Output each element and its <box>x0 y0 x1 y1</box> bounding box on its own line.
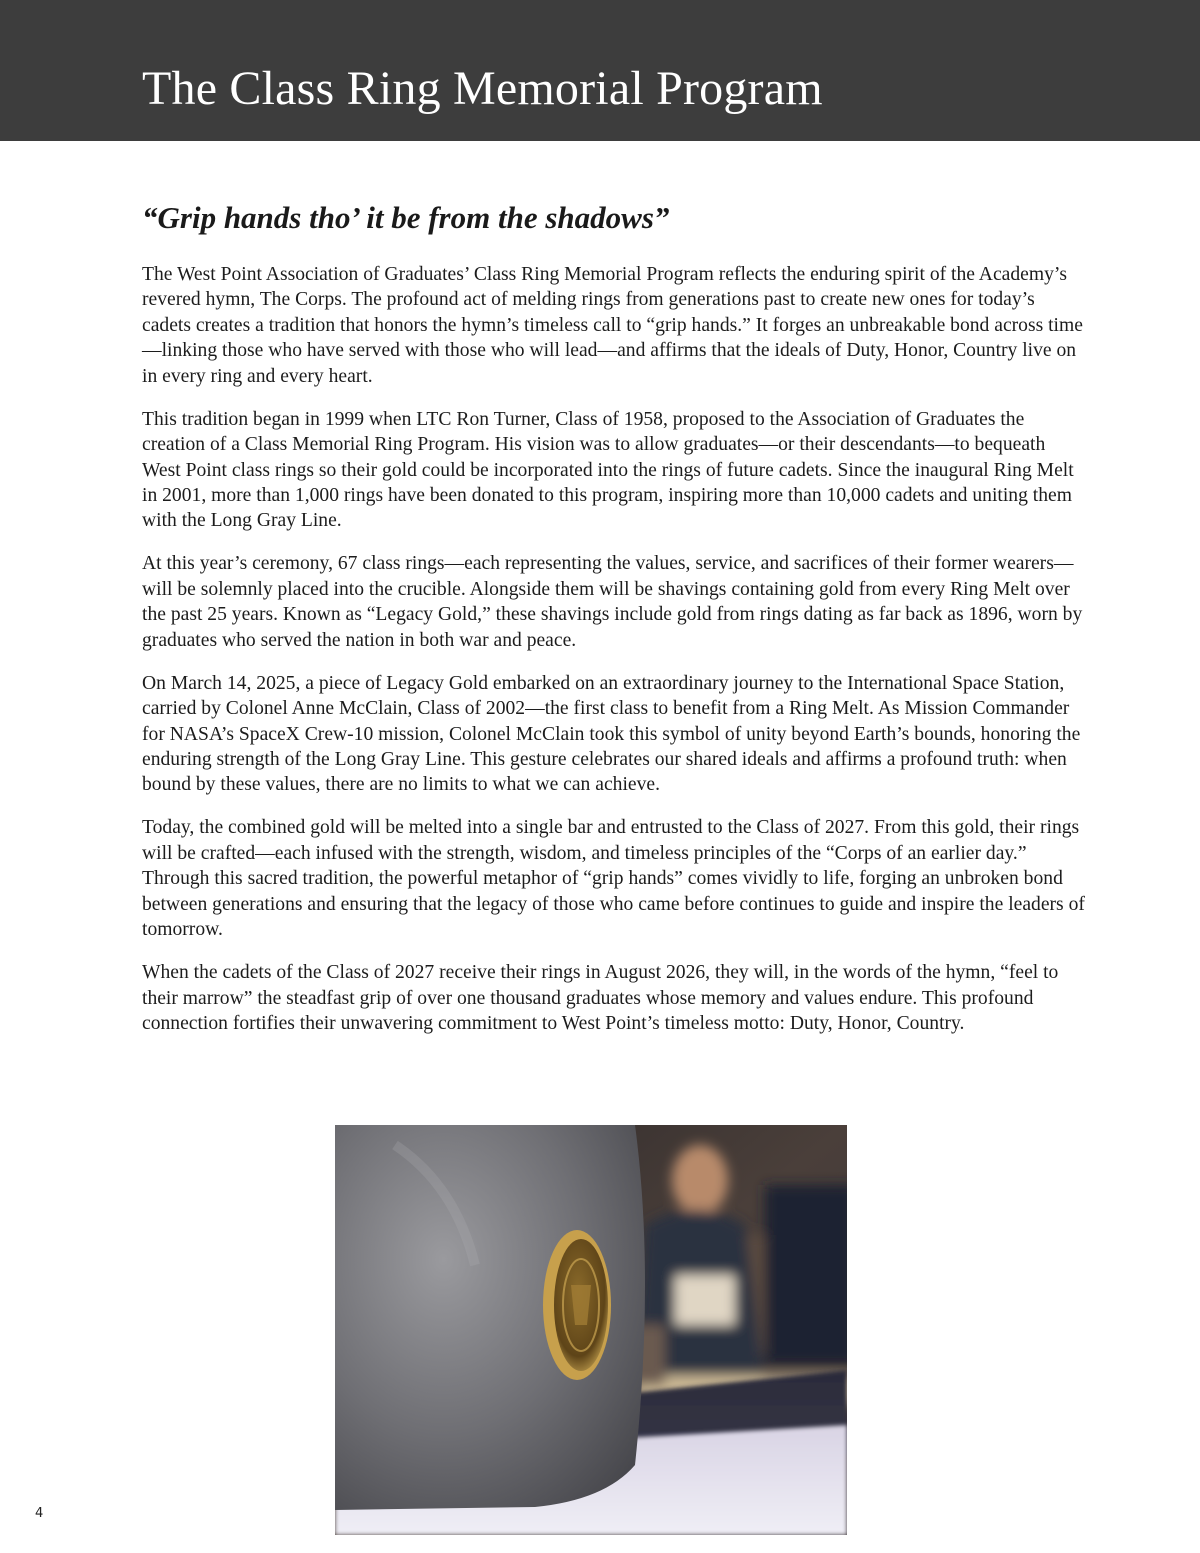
paragraph: This tradition began in 1999 when LTC Ron Turner, Class of 1958, proposed to the Association of Graduates the creation of a Class Memorial Ring Program. His vision was to allow graduates—or their descendants—to bequeath West Point class rings so their gold could be incorporated into the rings of future cadets. Since the inaugural Ring Melt in 2001, more than 1,000 rings have been donated to this program, inspiring more than 10,000 cadets and uniting them with the Long Gray Line. <box>142 408 1074 532</box>
paragraph: The West Point Association of Graduates’ Class Ring Memorial Program reflects the enduring spirit of the Academy’s revered hymn, The Corps. The profound act of melding rings from generations past to create new ones for today’s cadets creates a tradition that honors the hymn’s timeless call to “grip hands.” It forges an unbreakable bond across time—linking those who have served with those who will lead—and affirms that the ideals of Duty, Honor, Country live on in every ring and every heart. <box>142 264 1083 387</box>
paragraph: At this year’s ceremony, 67 class rings—each representing the values, service, and sacrifices of their former wearers—will be solemnly placed into the crucible. Alongside them will be shavings containing gold from every Ring Melt over the past 25 years. Known as “Legacy Gold,” these shavings include gold from rings dating as far back as 1896, worn by graduates who served the nation in both war and peace. <box>142 553 1083 651</box>
paragraph: Today, the combined gold will be melted into a single bar and entrusted to the Class of 2027. From this gold, their rings will be crafted—each infused with the strength, wisdom, and timeless principles of the “Corps of an earlier day.” Through this sacred tradition, the powerful metaphor of “grip hands” comes vividly to life, forging an unbroken bond between generations and ensuring that the legacy of those who came before continues to guide and inspire the leaders of tomorrow. <box>142 817 1085 941</box>
page-number: 4 <box>35 1506 44 1521</box>
body-text <box>142 262 1088 1054</box>
crucible-photo <box>335 1125 847 1535</box>
page-title: The Class Ring Memorial Program <box>142 62 823 115</box>
subheading-quote: “Grip hands tho’ it be from the shadows” <box>142 200 670 235</box>
paragraph: When the cadets of the Class of 2027 receive their rings in August 2026, they will, in the words of the hymn, “feel to their marrow” the steadfast grip of over one thousand graduates whose memory and values endure. This profound connection fortifies their unwavering commitment to West Point’s timeless motto: Duty, Honor, Country. <box>142 962 1059 1034</box>
paragraph: On March 14, 2025, a piece of Legacy Gold embarked on an extraordinary journey to the International Space Station, carried by Colonel Anne McClain, Class of 2002—the first class to benefit from a Ring Melt. As Mission Commander for NASA’s SpaceX Crew-10 mission, Colonel McClain took this symbol of unity beyond Earth’s bounds, honoring the enduring strength of the Long Gray Line. This gesture celebrates our shared ideals and affirms a profound truth: when bound by these values, there are no limits to what we can achieve. <box>142 672 1081 796</box>
